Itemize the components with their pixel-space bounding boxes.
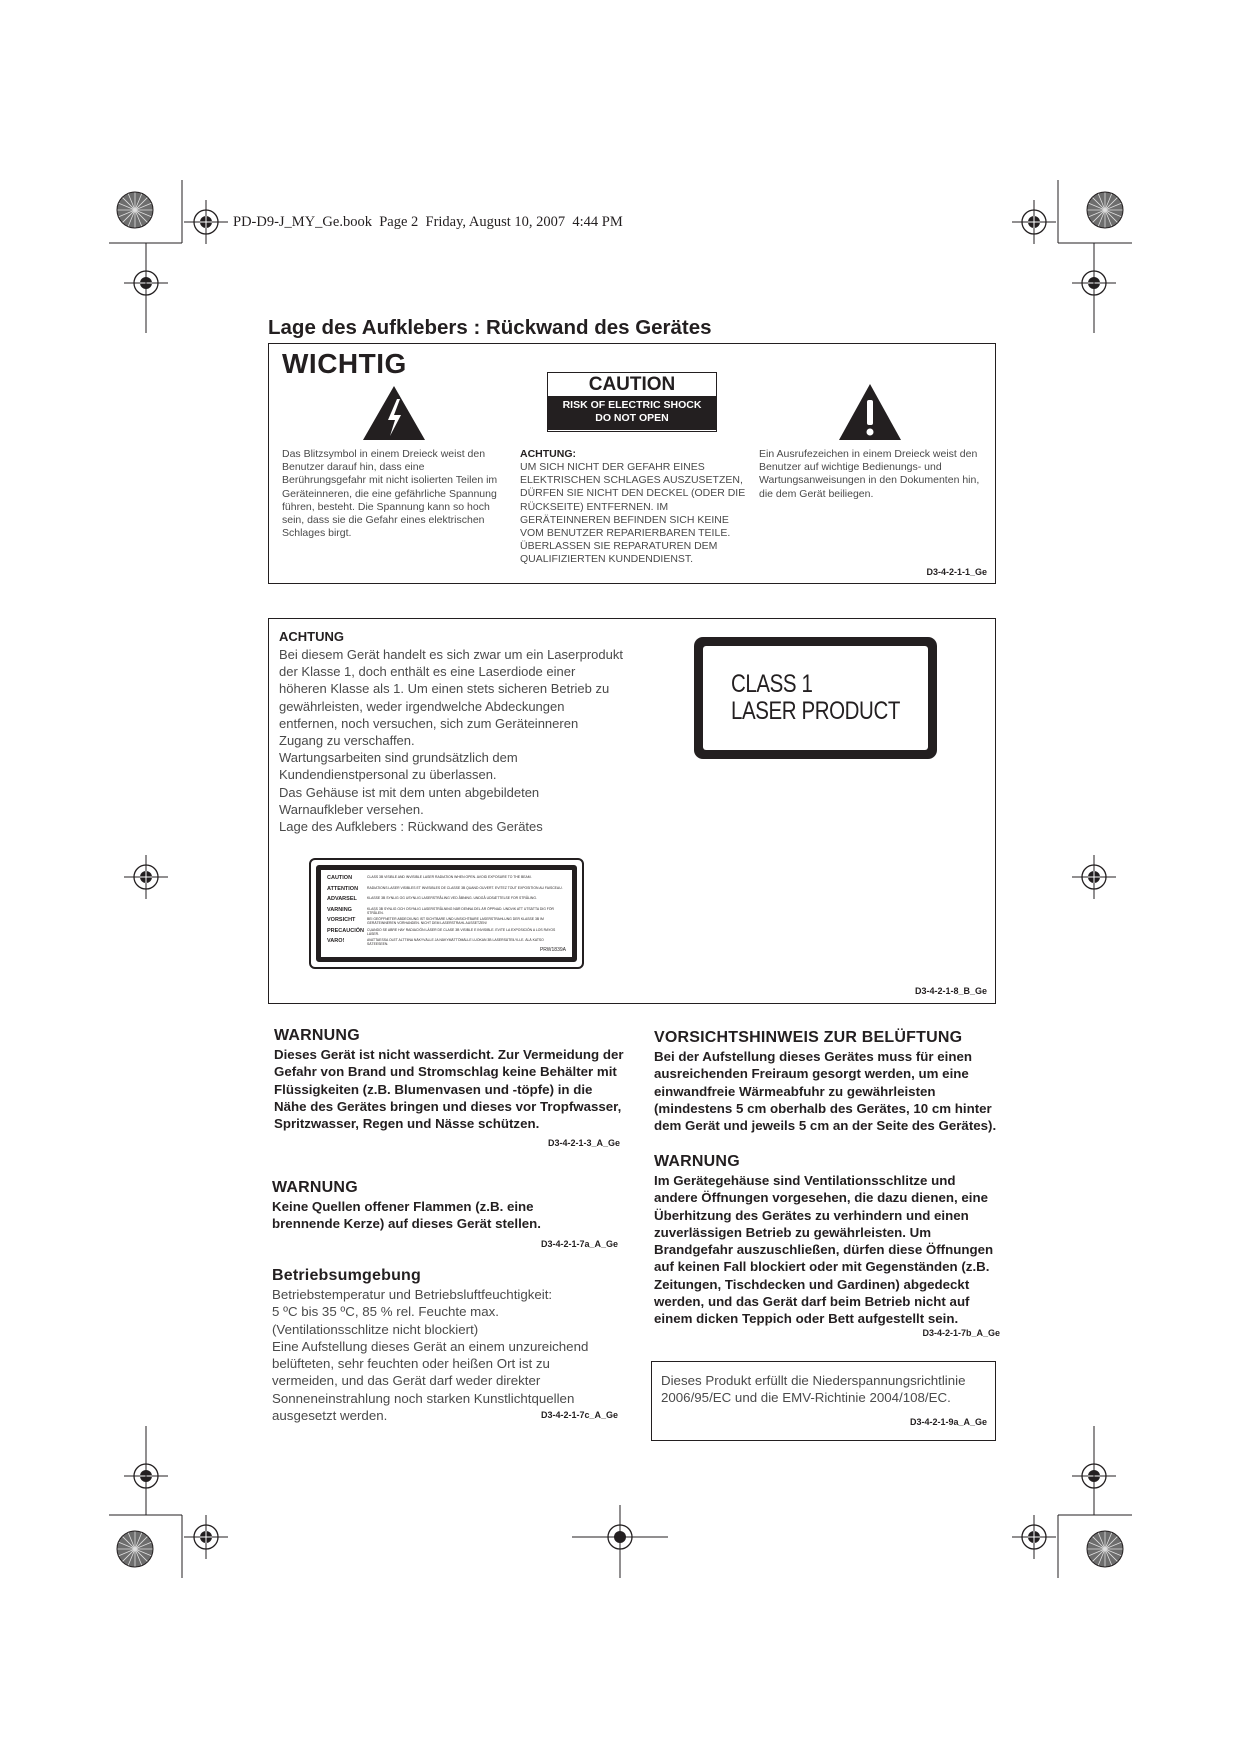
sticker-row-label: VARO!: [327, 938, 345, 944]
betrieb-code: D3-4-2-1-7c_A_Ge: [540, 1410, 618, 1420]
betrieb-text: Eine Aufstellung dieses Gerät an einem unzureichend belüfteten, sehr feuchten oder heißen Ort ist zu vermeiden, und das Gerät darf weder direkter Sonneneinstrahlung noch starken Kunstlichtquellen ausgesetzt werden.: [272, 1338, 589, 1424]
caution-label-title: CAUTION: [588, 374, 676, 395]
warnung2-heading: WARNUNG: [272, 1179, 358, 1196]
wichtig-code: D3-4-2-1-1_Ge: [926, 567, 987, 577]
ce-code: D3-4-2-1-9a_A_Ge: [909, 1417, 987, 1427]
sticker-row-label: PRECAUCIÓN: [327, 927, 364, 934]
sticker-row: [327, 938, 566, 948]
vorsicht-heading: VORSICHTSHINWEIS ZUR BELÜFTUNG: [654, 1029, 963, 1046]
warnung3-text: Im Gerätegehäuse sind Ventilationsschlitze und andere Öffnungen vorgesehen, die dazu dienen, eine Überhitzung des Gerätes zu verhindern und einen zuverlässigen Betrieb zu gewährleisten. Um Brandgefahr auszuschließen, dürfen diese Öffnungen auf keinen Fall blockiert oder mit Gegenständen (z.B. Zeitungen, Tischdecken und Gardinen) abgedeckt werden, und das Gerät darf beim Betrieb nicht auf einem dicken Teppich oder Bett aufgestellt sein.: [654, 1173, 994, 1327]
ce-text: Dieses Produkt erfüllt die Niederspannungsrichtlinie 2006/95/EC und die EMV-Richtinie 2004/108/EC.: [661, 1373, 966, 1406]
betrieb-heading: Betriebsumgebung: [272, 1267, 421, 1284]
sticker-row-label: ATTENTION: [327, 885, 359, 892]
laser-heading: ACHTUNG: [279, 629, 344, 644]
sticker-code: PRW1839A: [539, 947, 566, 953]
sticker-row-text: RADIATIONS LASER VISIBLES ET INVISIBLES DE CLASSE 3B QUAND OUVERT. EVITEZ TOUT EXPOSITION AU FAISCEAU.: [367, 885, 563, 890]
lightning-explanation: Das Blitzsymbol in einem Dreieck weist den Benutzer darauf hin, dass eine Berührungsgefahr mit nicht isolierten Teilen im Geräteinneren, die eine gefährliche Spannung führen, besteht. Die Spannung kann so hoch sein, dass sie die Gefahr eines elektrischen Schlages birgt.: [282, 448, 498, 540]
vorsicht-text: Bei der Aufstellung dieses Gerätes muss für einen ausreichenden Freiraum gesorgt werden, um eine einwandfreie Wärmeabfuhr zu gewährleisten (mindestens 5 cm oberhalb des Gerätes, 10 cm hinter dem Gerät und jeweils 5 cm an der Seite des Gerätes).: [654, 1049, 997, 1134]
laser-para-2: Wartungsarbeiten sind grundsätzlich dem Kundendienstpersonal zu überlassen.: [279, 750, 518, 783]
sticker-row-label: VARNING: [327, 906, 352, 913]
betrieb-line-2: 5 ºC bis 35 ºC, 85 % rel. Feuchte max.: [272, 1304, 499, 1320]
lightning-warning-icon: [361, 384, 427, 442]
sticker-row: [327, 907, 566, 917]
class1-laser-label: [694, 637, 937, 759]
sticker-row: [327, 917, 566, 927]
achtung-heading: ACHTUNG:: [520, 448, 576, 460]
caution-label-line1: RISK OF ELECTRIC SHOCK: [562, 399, 702, 411]
caution-label-line2: DO NOT OPEN: [595, 412, 669, 424]
sticker-row-text: AVATTAESSA OLET ALTTIINA NÄKYVÄLLE JA NÄKYMÄTTÖMÄLLE LUOKAN 3B LASERSÄTEILYLLE. ÄLÄ KATSO SÄTEESEEN.: [367, 938, 544, 947]
sticker-row-label: CAUTION: [327, 875, 353, 881]
ce-compliance-box: [651, 1361, 996, 1441]
laser-para-1: Bei diesem Gerät handelt es sich zwar um ein Laserprodukt der Klasse 1, doch enthält es eine Laserdiode einer höheren Klasse als 1. Um einen stets sicheren Betrieb zu gewährleisten, weder irgendwelche Abdeckungen entfernen, noch versuchen, sich zum Geräteinneren Zugang zu verschaffen.: [279, 647, 623, 749]
laser-code: D3-4-2-1-8_B_Ge: [914, 986, 987, 996]
caution-label: [547, 372, 717, 432]
warnung2-code: D3-4-2-1-7a_A_Ge: [540, 1239, 618, 1249]
warnung1-code: D3-4-2-1-3_A_Ge: [547, 1138, 620, 1148]
sticker-row: [327, 886, 566, 896]
class1-label-line2: LASER PRODUCT: [731, 697, 900, 725]
betrieb-line-1: Betriebstemperatur und Betriebsluftfeuchtigkeit:: [272, 1287, 553, 1302]
laser-box: [268, 618, 996, 1004]
exclamation-warning-icon: [837, 382, 903, 442]
warnung3-heading: WARNUNG: [654, 1153, 740, 1170]
class1-label-line1: CLASS 1: [731, 670, 813, 698]
exclamation-explanation: Ein Ausrufezeichen in einem Dreieck weist den Benutzer auf wichtige Bedienungs- und Wartungsanweisungen in den Dokumenten hin, die dem Gerät beiliegen.: [759, 448, 980, 500]
sticker-row-text: CUANDO SE ABRE HAY RADIACIÓN LÁSER DE CLASE 3B VISIBLE E INVISIBLE. EVITE LA EXPOSICIÓN A LOS RAYOS LÁSER.: [367, 927, 556, 936]
sticker-row: [327, 928, 566, 938]
warnung2-text: Keine Quellen offener Flammen (z.B. eine brennende Kerze) auf dieses Gerät stellen.: [272, 1199, 541, 1232]
book-header-line: PD-D9-J_MY_Ge.book Page 2 Friday, August 10, 2007 4:44 PM: [233, 214, 623, 230]
betrieb-line-3: (Ventilationsschlitze nicht blockiert): [272, 1321, 479, 1337]
sticker-row-label: ADVARSEL: [327, 896, 357, 902]
laser-warning-sticker: [309, 858, 584, 969]
achtung-text: UM SICH NICHT DER GEFAHR EINES ELEKTRISCHEN SCHLAGES AUSZUSETZEN, DÜRFEN SIE NICHT DEN DECKEL (ODER DIE RÜCKSEITE) ENTFERNEN. IM GERÄTEINNEREN BEFINDEN SICH KEINE VOM BENUTZER REPARIERBAREN TEILE. ÜBERLASSEN SIE REPARATUREN DEM QUALIFIZIERTEN KUNDENDIENST.: [520, 461, 746, 566]
sticker-row-text: KLASSE 3B SYNLIG OG USYNLIG LASERSTRÅLING VED ÅBNING. UNDGÅ UDSÆTTELSE FOR STRÅLING.: [367, 896, 537, 900]
sticker-row-text: KLASS 3B SYNLIG OCH OSYNLIG LASERSTRÅLNING NÄR DENNA DEL ÄR ÖPPNAD. UNDVIK ATT UTSÄTTA DIG FÖR STRÅLEN.: [367, 906, 554, 915]
sticker-row: [327, 875, 566, 885]
sticker-row: [327, 896, 566, 906]
sticker-row-text: CLASS 3B VISIBLE AND INVISIBLE LASER RADIATION WHEN OPEN. AVOID EXPOSURE TO THE BEAM.: [367, 875, 532, 879]
sticker-row-text: BEI GEÖFFNETER ABDECKUNG IST SICHTBARE UND UNSICHTBARE LASERSTRAHLUNG DER KLASSE 3B IM GERÄTEINNEREN VORHANDEN. NICHT DEM LASERSTRAHL AUSSETZEN!: [367, 917, 544, 926]
vorsicht-code: D3-4-2-1-7b_A_Ge: [922, 1328, 1000, 1338]
sticker-row-label: VORSICHT: [327, 917, 356, 923]
laser-para-4: Lage des Aufklebers : Rückwand des Gerätes: [279, 819, 543, 835]
section-title: Lage des Aufklebers : Rückwand des Gerätes: [268, 316, 712, 339]
wichtig-title: WICHTIG: [282, 348, 407, 379]
warnung1-heading: WARNUNG: [274, 1027, 360, 1044]
warnung1-text: Dieses Gerät ist nicht wasserdicht. Zur Vermeidung der Gefahr von Brand und Stromschlag keine Behälter mit Flüssigkeiten (z.B. Blumenvasen und -töpfe) in die Nähe des Gerätes bringen und dieses vor Tropfwasser, Spritzwasser, Regen und Nässe schützen.: [274, 1047, 624, 1132]
wichtig-box: [268, 343, 996, 584]
laser-para-3: Das Gehäuse ist mit dem unten abgebildeten Warnaufkleber versehen.: [279, 784, 540, 817]
